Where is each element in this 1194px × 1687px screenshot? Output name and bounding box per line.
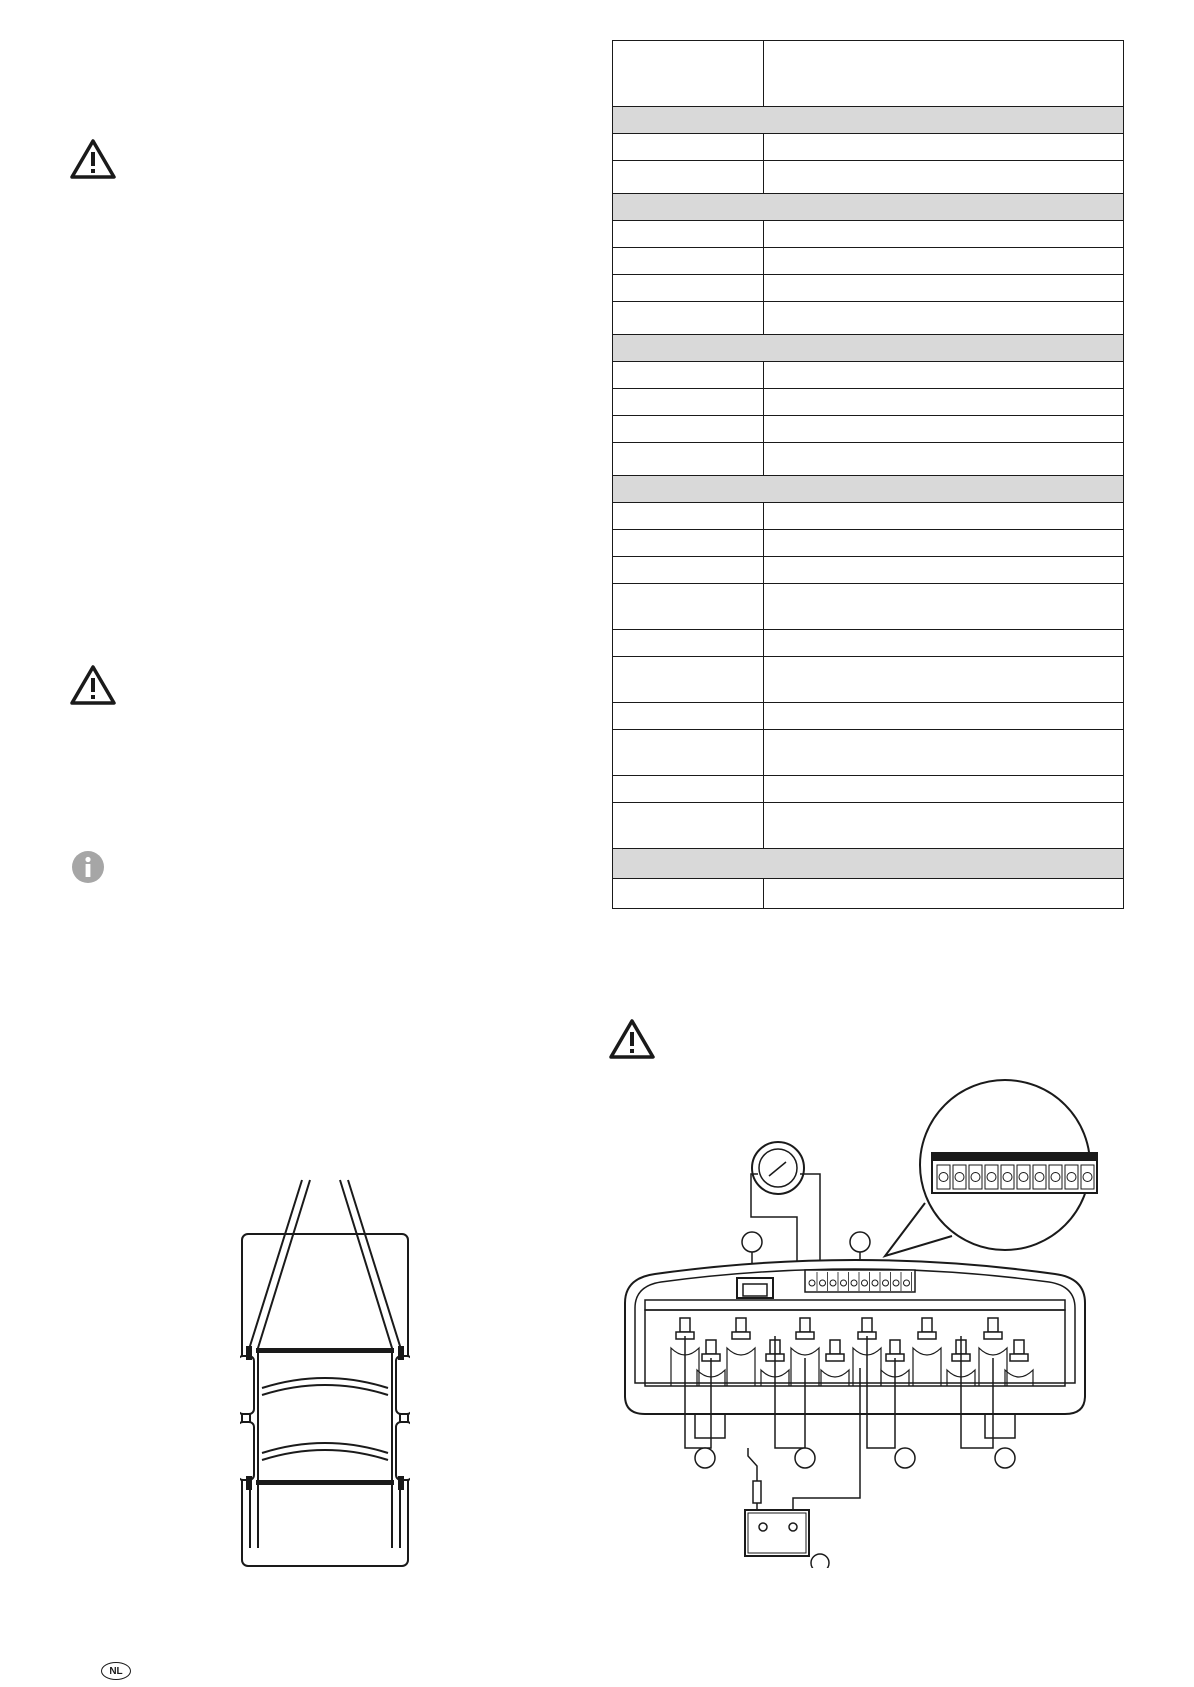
table-row: [613, 803, 1124, 849]
table-cell-label: [613, 803, 764, 849]
table-section-header: [613, 849, 1124, 879]
stud-nut: [918, 1332, 936, 1339]
table-cell-label: [613, 503, 764, 530]
table-cell-label: [613, 221, 764, 248]
stud-nut: [984, 1332, 1002, 1339]
section-label: [613, 849, 1124, 879]
table-cell-label: [613, 362, 764, 389]
terminal-stud: [736, 1318, 746, 1332]
stud-nut: [732, 1332, 750, 1339]
table-row: [613, 703, 1124, 730]
table-row: [613, 730, 1124, 776]
terminal-stud: [988, 1318, 998, 1332]
table-section-header: [613, 335, 1124, 362]
table-cell-value: [764, 530, 1124, 557]
table-row: [613, 362, 1124, 389]
terminal-stud: [862, 1318, 872, 1332]
table-cell-label: [613, 584, 764, 630]
terminal-stud: [800, 1318, 810, 1332]
table-cell-value: [764, 302, 1124, 335]
table-cell-value: [764, 275, 1124, 302]
table-cell-label: [613, 389, 764, 416]
spec-table: [612, 40, 1124, 909]
table-row: [613, 584, 1124, 630]
table-section-header: [613, 107, 1124, 134]
terminal-stud: [706, 1340, 716, 1354]
stud-nut: [1010, 1354, 1028, 1361]
table-row: [613, 275, 1124, 302]
table-cell-value: [764, 362, 1124, 389]
table-cell-label: [613, 302, 764, 335]
table-cell-value: [764, 557, 1124, 584]
terminal-stud: [1014, 1340, 1024, 1354]
table-cell-value: [764, 389, 1124, 416]
table-cell-label: [613, 416, 764, 443]
table-cell-label: [613, 443, 764, 476]
section-label: [613, 476, 1124, 503]
section-label: [613, 194, 1124, 221]
table-row: [613, 416, 1124, 443]
language-badge: NL: [101, 1662, 131, 1680]
table-cell-label: [613, 557, 764, 584]
stud-nut: [826, 1354, 844, 1361]
table-section-header: [613, 476, 1124, 503]
table-cell-value: [764, 703, 1124, 730]
table-section-header: [613, 194, 1124, 221]
table-cell-value: [764, 879, 1124, 909]
table-row: [613, 248, 1124, 275]
table-row: [613, 443, 1124, 476]
table-row: [613, 503, 1124, 530]
table-row: [613, 630, 1124, 657]
table-cell-label: [613, 879, 764, 909]
terminal-stud: [680, 1318, 690, 1332]
table-cell-label: [613, 161, 764, 194]
table-cell-label: [613, 730, 764, 776]
table-cell-value: [764, 503, 1124, 530]
table-cell-value: [764, 416, 1124, 443]
table-cell-label: [613, 41, 764, 107]
table-row: [613, 657, 1124, 703]
table-cell-label: [613, 134, 764, 161]
table-cell-value: [764, 730, 1124, 776]
warning-triangle-icon: [608, 1018, 656, 1060]
table-row: [613, 557, 1124, 584]
table-row: [613, 134, 1124, 161]
table-cell-value: [764, 134, 1124, 161]
table-row: [613, 776, 1124, 803]
terminal-stud: [922, 1318, 932, 1332]
table-cell-label: [613, 776, 764, 803]
trailer-frame-drawing: [240, 1178, 410, 1570]
table-cell-label: [613, 248, 764, 275]
terminal-strip-zoom: [932, 1153, 1097, 1193]
table-cell-label: [613, 630, 764, 657]
table-row: [613, 41, 1124, 107]
info-circle-icon: [72, 851, 104, 883]
table-row: [613, 389, 1124, 416]
table-row: [613, 530, 1124, 557]
table-cell-label: [613, 275, 764, 302]
table-cell-value: [764, 584, 1124, 630]
table-row: [613, 161, 1124, 194]
warning-triangle-icon: [69, 664, 117, 706]
table-row: [613, 221, 1124, 248]
table-cell-value: [764, 161, 1124, 194]
wiring-diagram: [615, 1078, 1110, 1568]
table-cell-value: [764, 803, 1124, 849]
table-cell-value: [764, 657, 1124, 703]
stud-nut: [796, 1332, 814, 1339]
table-row: [613, 302, 1124, 335]
table-row: [613, 879, 1124, 909]
table-cell-value: [764, 41, 1124, 107]
table-cell-value: [764, 776, 1124, 803]
table-cell-label: [613, 703, 764, 730]
table-cell-value: [764, 221, 1124, 248]
section-label: [613, 107, 1124, 134]
terminal-stud: [830, 1340, 840, 1354]
section-label: [613, 335, 1124, 362]
warning-triangle-icon: [69, 138, 117, 180]
table-cell-label: [613, 657, 764, 703]
table-cell-value: [764, 248, 1124, 275]
table-cell-label: [613, 530, 764, 557]
table-cell-value: [764, 630, 1124, 657]
table-cell-value: [764, 443, 1124, 476]
terminal-stud: [890, 1340, 900, 1354]
